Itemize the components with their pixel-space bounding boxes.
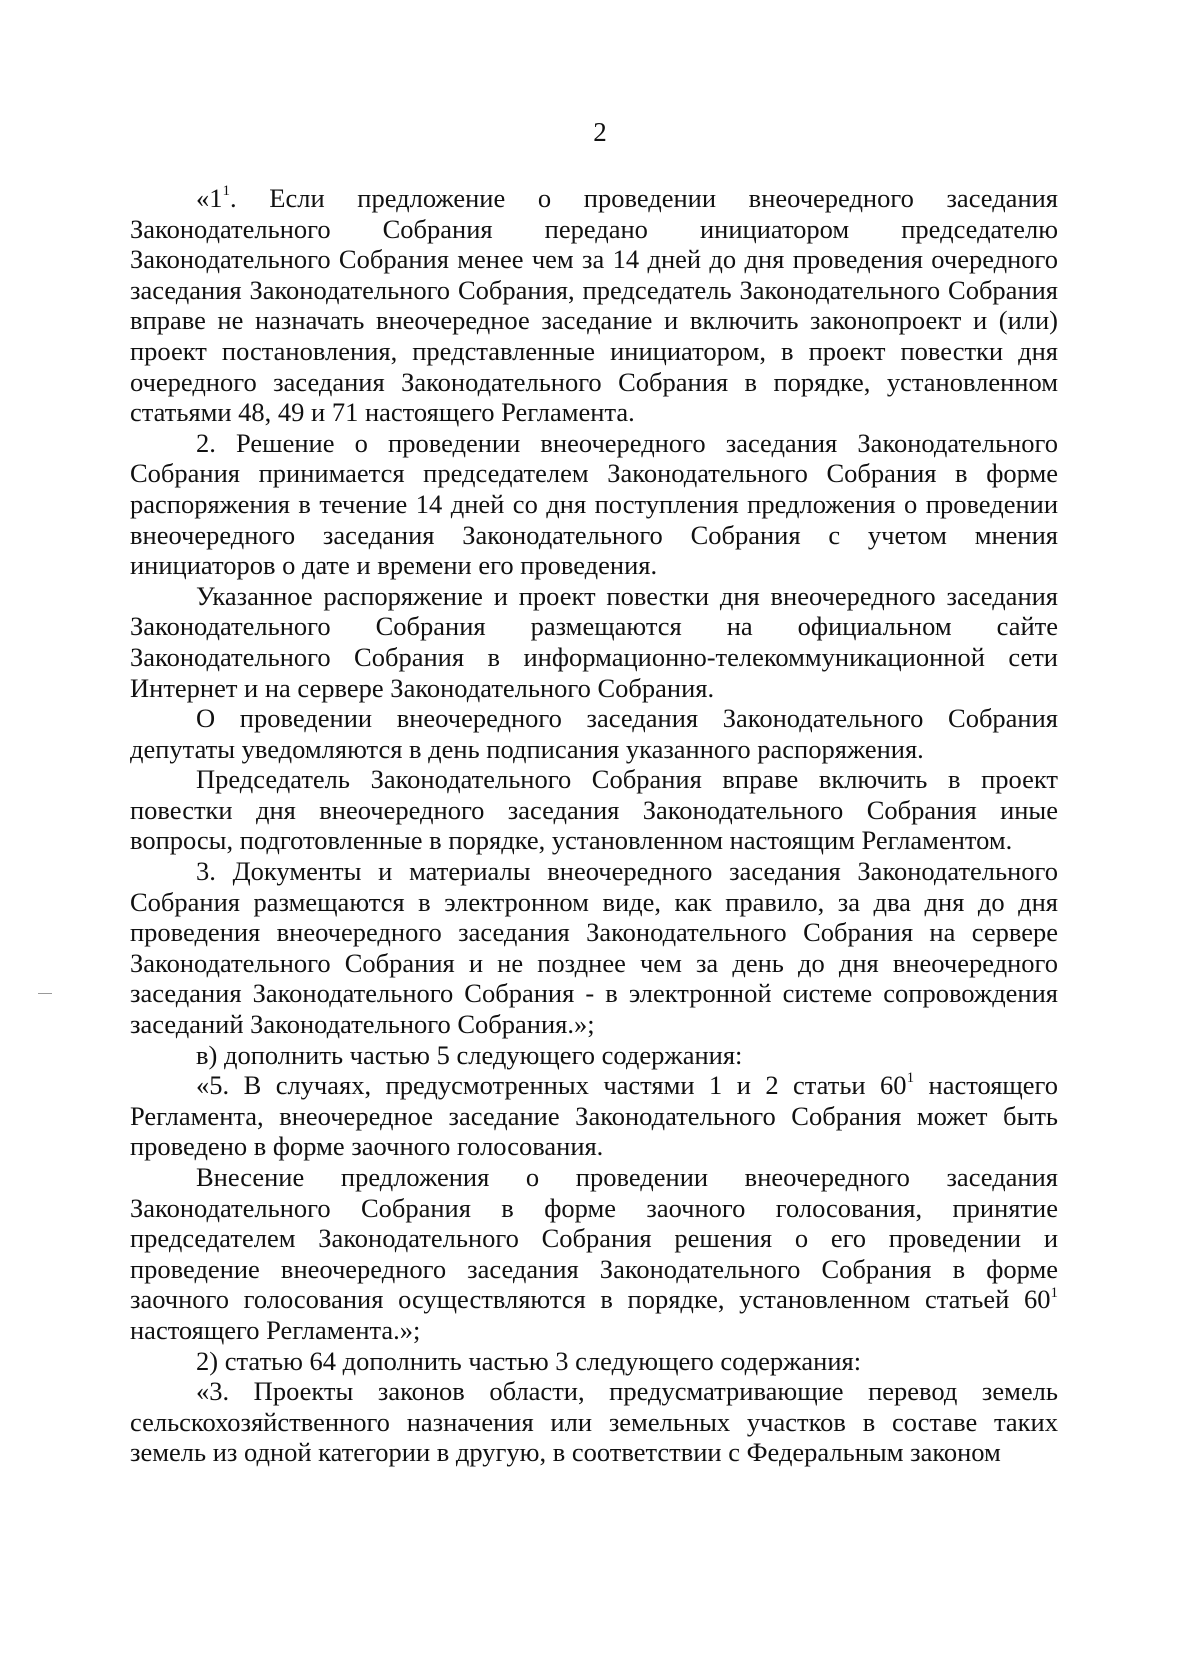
paragraph-clause-5 <box>130 1070 1058 1162</box>
superscript-index: 1 <box>1050 1284 1058 1301</box>
superscript-index: 1 <box>222 183 230 200</box>
paragraph-subitem-v: в) дополнить частью 5 следующего содержания: <box>196 1039 743 1070</box>
paragraph-text-part: Внесение предложения о проведении внеочередного заседания Законодательного Собрания в форме заочного голосования, принятие председателем Законодательного Собрания решения о его проведении и проведение внеочередного заседания Законодательного Собрания в форме заочного голосования осуществляются в порядке, установленном статьей 60 <box>130 1162 1058 1315</box>
paragraph-clause-2: 2. Решение о проведении внеочередного заседания Законодательного Собрания принимается председателем Законодательного Собрания в форме распоряжения в течение 14 дней со дня поступления предложения о проведении внеочередного заседания Законодательного Собрания с учетом мнения инициаторов о дате и времени его проведения. <box>130 427 1058 581</box>
superscript-index: 1 <box>906 1070 915 1087</box>
paragraph-deputies-notice: О проведении внеочередного заседания Законодательного Собрания депутаты уведомляются в день подписания указанного распоряжения. <box>130 703 1058 764</box>
paragraph-text-part: «5. В случаях, предусмотренных частями 1 и 2 статьи 60 <box>196 1070 907 1101</box>
paragraph-clause-1-1 <box>130 183 1058 428</box>
paragraph-text-part: настоящего Регламента, внеочередное заседание Законодательного Собрания может быть проведено в форме заочного голосования. <box>130 1070 1059 1162</box>
page-number: 2 <box>593 117 607 147</box>
margin-mark <box>38 993 52 994</box>
paragraph-remote-voting <box>130 1162 1058 1346</box>
paragraph-text-part: настоящего Регламента.»; <box>130 1314 421 1345</box>
paragraph-item-2: 2) статью 64 дополнить частью 3 следующего содержания: <box>196 1345 862 1376</box>
paragraph-order-publication: Указанное распоряжение и проект повестки дня внеочередного заседания Законодательного Собрания размещаются на официальном сайте Законодательного Собрания в информационно-телекоммуникационной сети Интернет и на сервере Законодательного Собрания. <box>130 580 1058 703</box>
paragraph-text-part: . Если предложение о проведении внеочередного заседания Законодательного Собрания передано инициатором председателю Законодательного Собрания менее чем за 14 дней до дня проведения очередного заседания Законодательного Собрания, председатель Законодательного Собрания вправе не назначать внеочередное заседание и включить законопроект и (или) проект постановления, представленные инициатором, в проект повестки дня очередного заседания Законодательного Собрания в порядке, установленном статьями 48, 49 и 71 настоящего Регламента. <box>130 183 1058 428</box>
paragraph-clause-3-land: «3. Проекты законов области, предусматривающие перевод земель сельскохозяйственного назначения или земельных участков в составе таких земель из одной категории в другую, в соответствии с Федеральным законом <box>130 1376 1058 1468</box>
paragraph-clause-3: 3. Документы и материалы внеочередного заседания Законодательного Собрания размещаются в электронном виде, как правило, за два дня до дня проведения внеочередного заседания Законодательного Собрания на сервере Законодательного Собрания и не позднее чем за день до дня внеочередного заседания Законодательного Собрания - в электронной системе сопровождения заседаний Законодательного Собрания.»; <box>130 856 1058 1040</box>
paragraph-chairman-right: Председатель Законодательного Собрания вправе включить в проект повестки дня внеочередного заседания Законодательного Собрания иные вопросы, подготовленные в порядке, установленном настоящим Регламентом. <box>130 764 1058 856</box>
paragraph-text-part: «1 <box>196 183 223 213</box>
document-body <box>130 183 1058 1468</box>
